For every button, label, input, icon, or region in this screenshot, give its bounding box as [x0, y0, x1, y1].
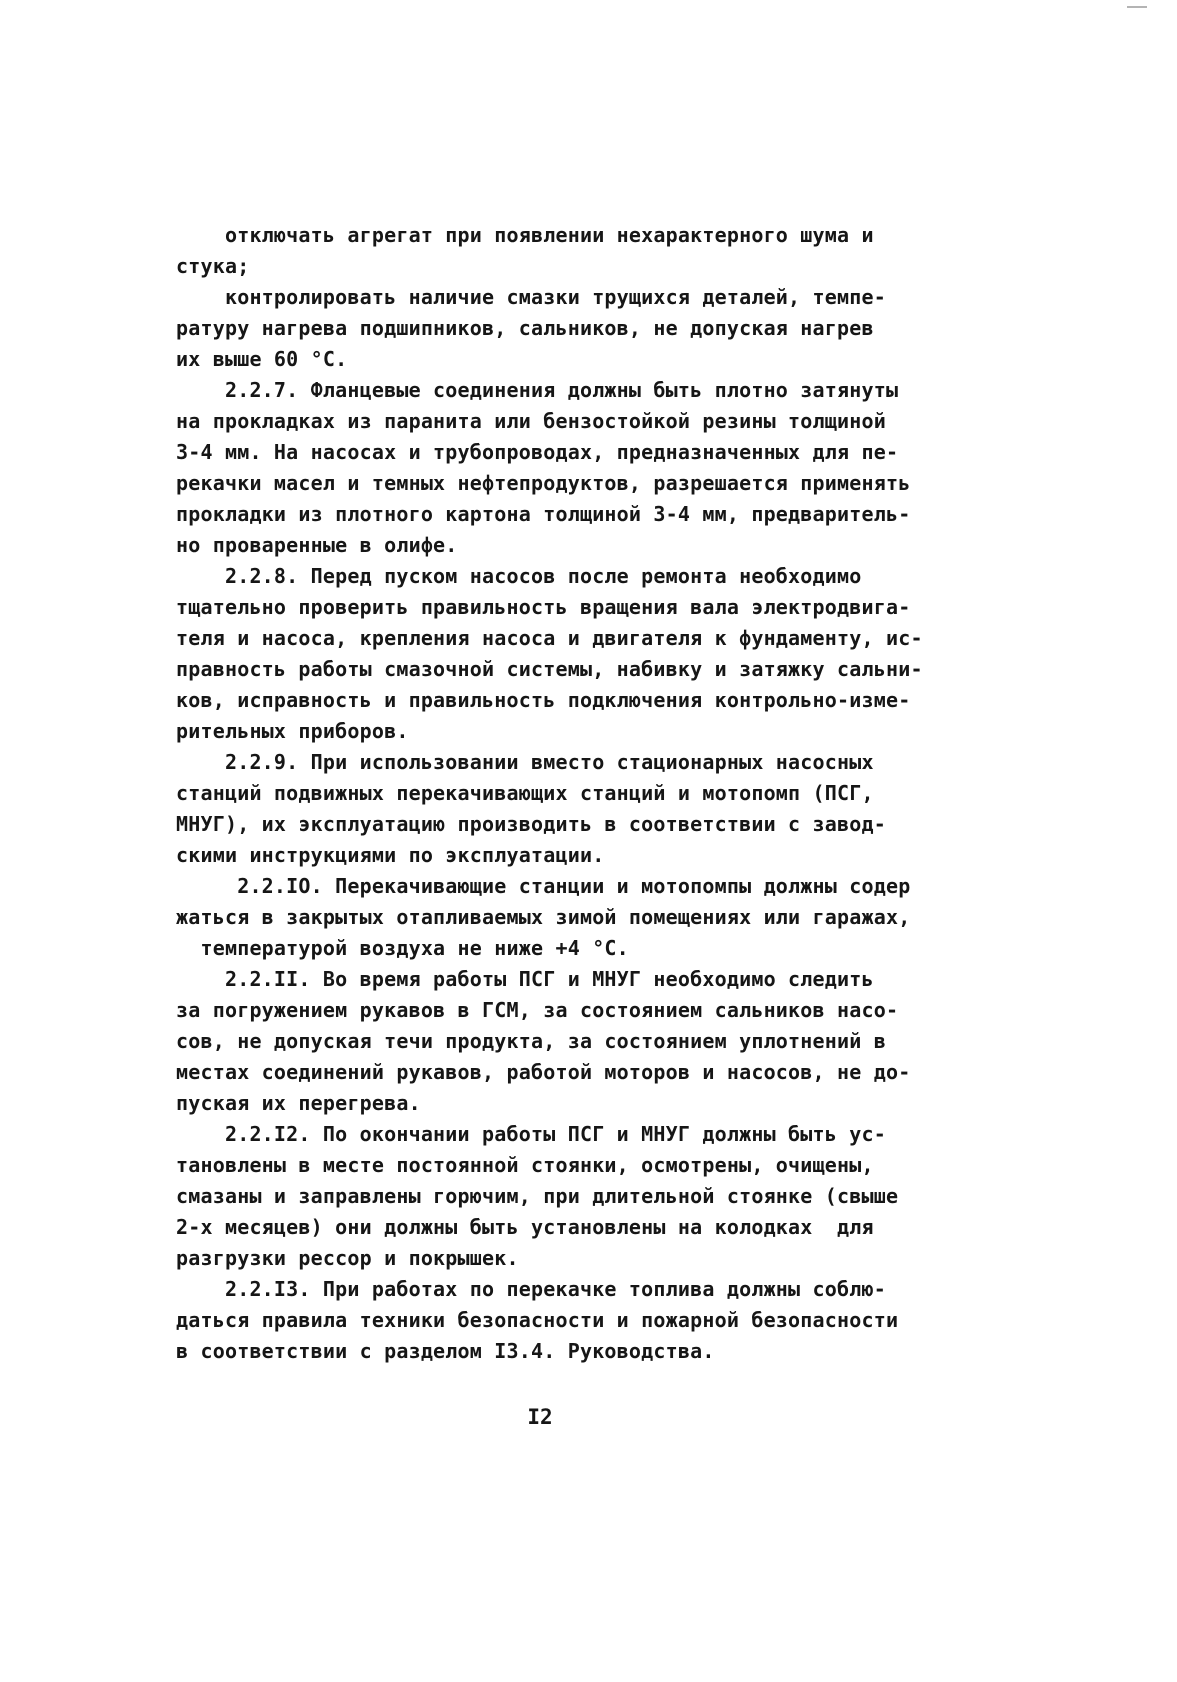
text-line: смазаны и заправлены горючим, при длительной стоянке (свыше [176, 1184, 899, 1208]
text-line: ратуру нагрева подшипников, сальников, не допуская нагрев [176, 316, 874, 340]
text-line: рительных приборов. [176, 719, 409, 743]
text-line: 2.2.I2. По окончании работы ПСГ и МНУГ должны быть ус- [176, 1122, 886, 1146]
text-line: их выше 60 °С. [176, 347, 348, 371]
text-line: контролировать наличие смазки трущихся деталей, темпе- [176, 285, 886, 309]
text-line: за погружением рукавов в ГСМ, за состоянием сальников насо- [176, 998, 899, 1022]
text-line: пуская их перегрева. [176, 1091, 421, 1115]
text-line: даться правила техники безопасности и пожарной безопасности [176, 1308, 899, 1332]
text-line: жаться в закрытых отапливаемых зимой помещениях или гаражах, [176, 905, 911, 929]
text-line: в соответствии с разделом I3.4. Руководства. [176, 1339, 715, 1363]
text-line: тщательно проверить правильность вращения вала электродвига- [176, 595, 911, 619]
text-line: станций подвижных перекачивающих станций и мотопомп (ПСГ, [176, 781, 874, 805]
text-line: 2.2.7. Фланцевые соединения должны быть плотно затянуты [176, 378, 899, 402]
text-line: местах соединений рукавов, работой моторов и насосов, не до- [176, 1060, 911, 1084]
text-line: МНУГ), их эксплуатацию производить в соответствии с завод- [176, 812, 886, 836]
text-line: правность работы смазочной системы, набивку и затяжку сальни- [176, 657, 923, 681]
text-line: отключать агрегат при появлении нехарактерного шума и [176, 223, 874, 247]
text-line: на прокладках из паранита или бензостойкой резины толщиной [176, 409, 886, 433]
text-line: 2.2.II. Во время работы ПСГ и МНУГ необходимо следить [176, 967, 874, 991]
text-line: температурой воздуха не ниже +4 °С. [176, 936, 629, 960]
text-line: 2.2.IO. Перекачивающие станции и мотопомпы должны содер [176, 874, 911, 898]
text-line: сов, не допуская течи продукта, за состоянием уплотнений в [176, 1029, 886, 1053]
text-line: 3-4 мм. На насосах и трубопроводах, предназначенных для пе- [176, 440, 899, 464]
text-line: рекачки масел и темных нефтепродуктов, разрешается применять [176, 471, 911, 495]
text-line: теля и насоса, крепления насоса и двигателя к фундаменту, ис- [176, 626, 923, 650]
text-line: стука; [176, 254, 250, 278]
text-line: 2.2.9. При использовании вместо стационарных насосных [176, 750, 874, 774]
body-text [176, 220, 946, 1367]
text-line: 2.2.8. Перед пуском насосов после ремонта необходимо [176, 564, 862, 588]
text-line: 2.2.I3. При работах по перекачке топлива должны соблю- [176, 1277, 886, 1301]
text-line: 2-х месяцев) они должны быть установлены на колодках для [176, 1215, 874, 1239]
text-line: ков, исправность и правильность подключения контрольно-изме- [176, 688, 911, 712]
text-line: прокладки из плотного картона толщиной 3-4 мм, предваритель- [176, 502, 911, 526]
text-line: но проваренные в олифе. [176, 533, 458, 557]
text-line: разгрузки рессор и покрышек. [176, 1246, 519, 1270]
text-line: тановлены в месте постоянной стоянки, осмотрены, очищены, [176, 1153, 874, 1177]
page-number: I2 [527, 1405, 553, 1429]
scan-corner-mark [1127, 0, 1147, 8]
text-line: скими инструкциями по эксплуатации. [176, 843, 605, 867]
